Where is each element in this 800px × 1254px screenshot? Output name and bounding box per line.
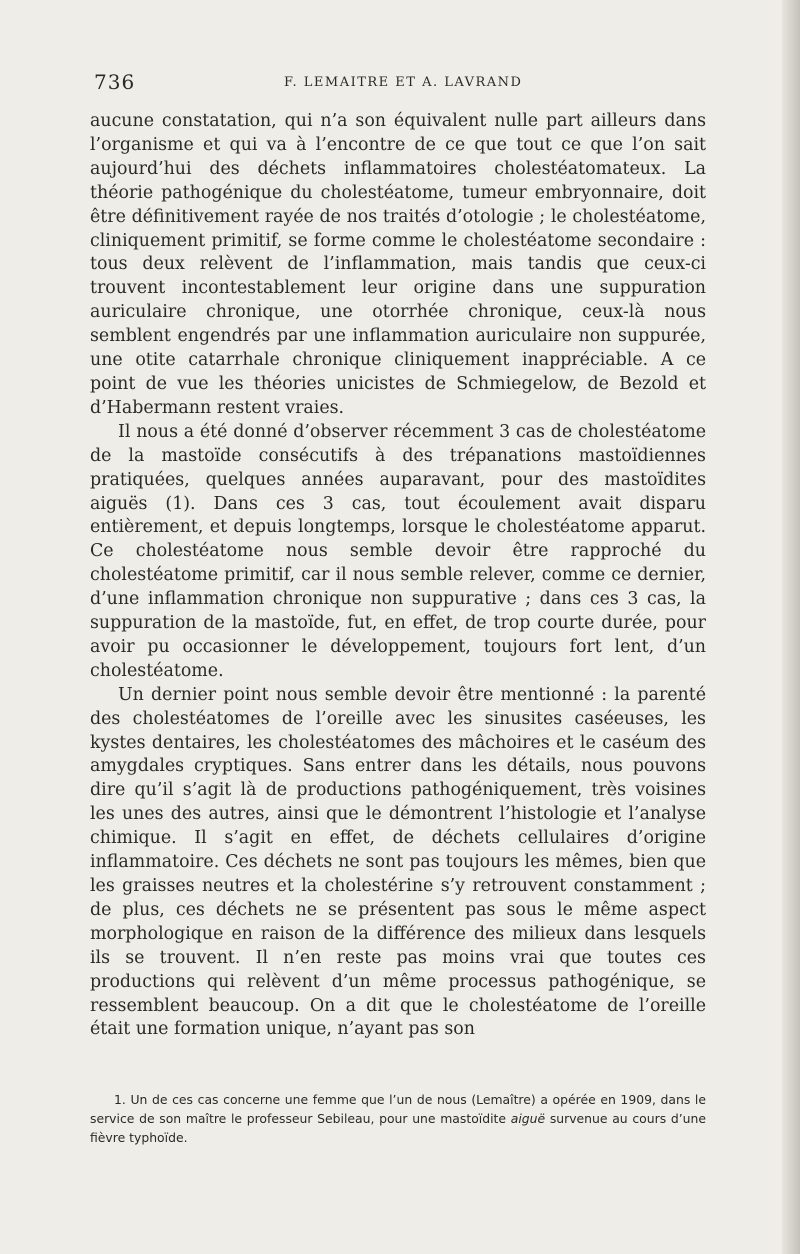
running-head: F. LEMAITRE ET A. LAVRAND xyxy=(284,75,523,90)
page-edge xyxy=(782,0,800,1254)
footnote-emphasis: aiguë xyxy=(510,1111,546,1126)
footnote xyxy=(90,1090,706,1147)
paragraph-continued: aucune constatation, qui n’a son équivalent nulle part ailleurs dans l’organisme et qui va à l’encontre de ce que tout ce que l’on sait aujourd’hui des déchets inflammatoires cholestéatomateux. La théorie pathogénique du cholestéatome, tumeur embryonnaire, doit être définitivement rayée de nos traités d’otologie ; le cholestéatome, cliniquement primitif, se forme comme le cholestéatome secondaire : tous deux relèvent de l’inflammation, mais tandis que ceux-ci trouvent incontestablement leur origine dans une suppuration auriculaire chronique, une otorrhée chronique, ceux-là nous semblent engendrés par une inflammation auriculaire non suppurée, une otite catarrhale chronique cliniquement inappréciable. A ce point de vue les théories unicistes de Schmiegelow, de Bezold et d’Habermann restent vraies. xyxy=(90,111,706,418)
body-text xyxy=(90,110,706,1042)
paragraph-final-point: Un dernier point nous semble devoir être mentionné : la parenté des cholestéatomes de l’oreille avec les sinusites caséeuses, les kystes dentaires, les cholestéatomes des mâchoires et le caséum des amygdales cryptiques. Sans entrer dans les détails, nous pouvons dire qu’il s’agit là de productions pathogéniquement, très voisines les unes des autres, ainsi que le démontrent l’histologie et l’analyse chimique. Il s’agit en effet, de déchets cellulaires d’origine inflammatoire. Ces déchets ne sont pas toujours les mêmes, bien que les graisses neutres et la cholestérine s’y retrouvent constamment ; de plus, ces déchets ne se présentent pas sous le même aspect morphologique en raison de la différence des milieux dans lesquels ils se trouvent. Il n’en reste pas moins vrai que toutes ces productions qui relèvent d’un même processus pathogénique, se ressemblent beaucoup. On a dit que le cholestéatome de l’oreille était une formation unique, n’ayant pas son xyxy=(90,684,706,1040)
footnote-tail: survenue au cours d’une fièvre typhoïde. xyxy=(90,1111,706,1145)
page-header xyxy=(94,70,704,100)
paragraph-mastoid-cases: Il nous a été donné d’observer récemment 3 cas de cholestéatome de la mastoïde consécutifs à des trépanations mastoïdiennes pratiquées, quelques années auparavant, pour des mastoïdites aiguës (1). Dans ces 3 cas, tout écoulement avait disparu entièrement, et depuis longtemps, lorsque le cholestéatome apparut. Ce cholestéatome nous semble devoir être rapproché du cholestéatome primitif, car il nous semble relever, comme ce dernier, d’une inflammation chronique non suppurative ; dans ces 3 cas, la suppuration de la mastoïde, fut, en effet, de trop courte durée, pour avoir pu occasionner le développement, toujours fort lent, d’un cholestéatome. xyxy=(90,421,706,681)
page-number: 736 xyxy=(94,70,136,94)
footnote-lead: 1. Un de ces cas concerne une femme que l’un de nous (Lemaître) a opérée en 1909, dans le service de son maître le professeur Sebileau, pour une mastoïdite xyxy=(90,1092,706,1126)
